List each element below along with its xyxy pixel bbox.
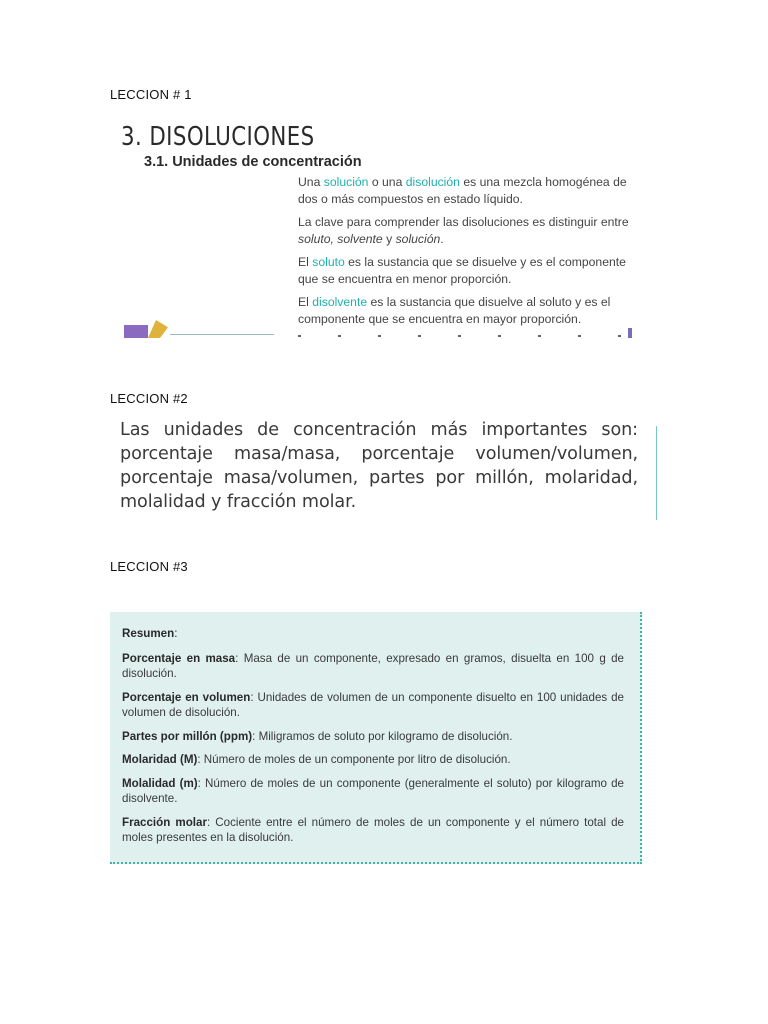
text-run: La clave para comprender las disoluciones es distinguir entre [298, 215, 629, 229]
text-run-italic: soluto, solvente [298, 232, 383, 246]
text-run-italic: solución [395, 232, 441, 246]
lesson-1-label: LECCION # 1 [110, 87, 192, 102]
lesson-1-body [298, 174, 634, 334]
summary-item [122, 690, 624, 721]
summary-definition: : Cociente entre el número de moles de un componente y el número total de moles presentes en la disolución. [122, 815, 624, 844]
lesson-2-label: LECCION #2 [110, 391, 188, 406]
summary-item [122, 776, 624, 807]
text-run: es la sustancia que disuelve al soluto y es el componente que se encuentra en mayor proporción. [298, 295, 611, 326]
paragraph-disolvente [298, 294, 634, 328]
lesson-2-paragraph: Las unidades de concentración más importantes son: porcentaje masa/masa, porcentaje volumen/volumen, porcentaje masa/volumen, partes por millón, molaridad, molalidad y fracción molar. [120, 420, 638, 512]
paragraph-key [298, 214, 634, 248]
text-run: El [298, 255, 313, 269]
summary-item [122, 729, 624, 745]
summary-item [122, 651, 624, 682]
summary-term: Molalidad (m) [122, 776, 198, 790]
text-run: Una [298, 175, 324, 189]
summary-definition: : Número de moles de un componente (generalmente el soluto) por kilogramo de disolvente. [122, 776, 625, 805]
summary-item [122, 815, 624, 846]
term-solucion: solución [323, 175, 369, 189]
section-title: 3. DISOLUCIONES [121, 122, 315, 152]
term-disolucion: disolución [405, 175, 460, 189]
summary-term: Partes por millón (ppm) [122, 729, 253, 743]
summary-title-colon: : [174, 627, 178, 640]
summary-title [122, 626, 624, 642]
summary-definition: : Masa de un componente, expresado en gramos, disuelta en 100 g de disolución. [122, 651, 624, 680]
subsection-title: 3.1. Unidades de concentración [144, 154, 362, 170]
decorative-pencil-icon [148, 320, 168, 338]
summary-definition: : Número de moles de un componente por litro de disolución. [197, 753, 511, 766]
text-run: es la sustancia que se disuelve y es el componente que se encuentra en menor proporción. [298, 255, 626, 286]
text-run: El [298, 295, 313, 309]
summary-term: Fracción molar [122, 815, 207, 829]
paragraph-soluto [298, 254, 634, 288]
summary-definition: : Miligramos de soluto por kilogramo de disolución. [252, 729, 513, 743]
lesson-3-label: LECCION #3 [110, 559, 188, 574]
divider [170, 334, 274, 335]
lesson-1-excerpt [118, 120, 638, 338]
summary-term: Porcentaje en volumen [122, 690, 251, 704]
summary-term: Molaridad (M) [122, 753, 198, 766]
text-run: y [382, 232, 396, 246]
summary-title-text: Resumen [122, 627, 175, 640]
margin-rule [656, 426, 657, 520]
lesson-2-excerpt [118, 418, 658, 522]
decorative-mark [628, 328, 632, 338]
term-soluto: soluto [312, 255, 345, 269]
paragraph-definition [298, 174, 634, 208]
text-run: o una [368, 175, 406, 189]
summary-term: Porcentaje en masa [122, 651, 236, 665]
term-disolvente: disolvente [312, 295, 368, 309]
summary-definition: : Unidades de volumen de un componente disuelto en 100 unidades de volumen de disolución. [122, 690, 624, 719]
decorative-tab [124, 325, 148, 338]
text-run: es una mezcla homogénea de dos o más compuestos en estado líquido. [298, 175, 627, 206]
summary-item [122, 752, 624, 768]
divider-dotted [298, 335, 632, 337]
summary-content [122, 626, 624, 854]
summary-box [110, 612, 642, 864]
text-run: . [440, 232, 444, 246]
